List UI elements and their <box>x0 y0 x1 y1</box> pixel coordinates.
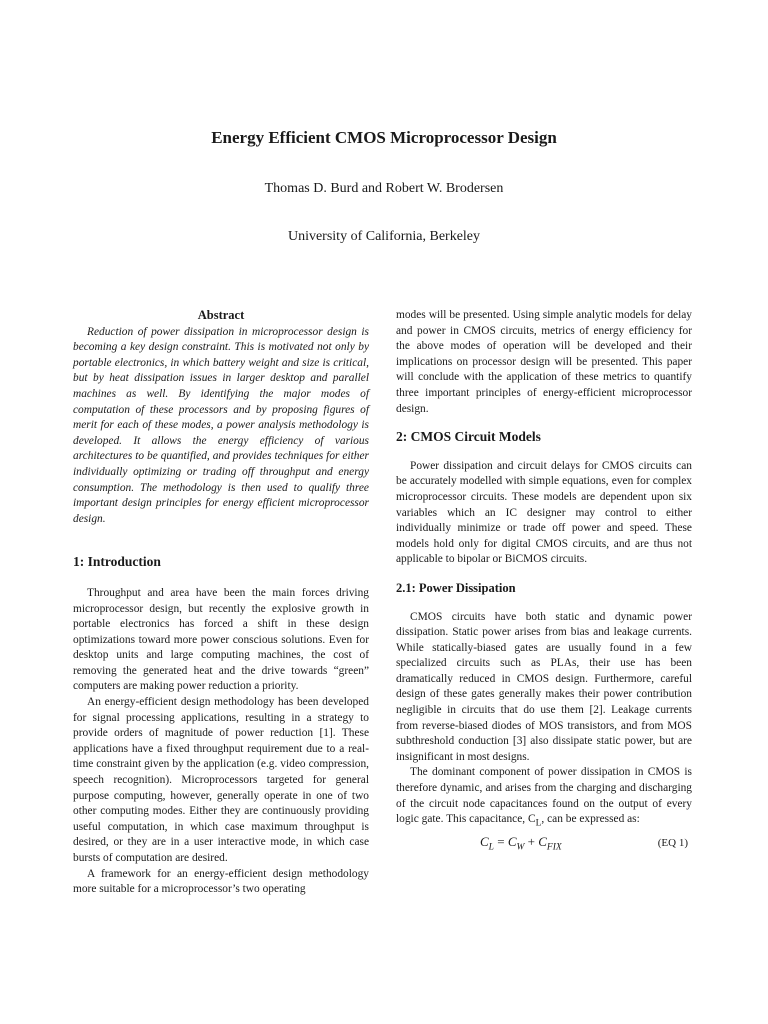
section2-1-paragraph-2 <box>396 765 692 832</box>
para2-text-after: , can be expressed as: <box>541 813 640 826</box>
right-column <box>396 308 692 856</box>
eq-lhs: C <box>480 834 489 850</box>
spacer <box>396 417 692 429</box>
abstract-heading: Abstract <box>197 308 245 322</box>
subsection-heading-power-dissipation: 2.1: Power Dissipation <box>396 580 516 595</box>
eq-term-1: C <box>507 834 517 850</box>
spacer <box>396 568 692 581</box>
section-heading-cmos-circuit-models: 2: CMOS Circuit Models <box>396 429 541 445</box>
equation-1-body <box>480 834 562 856</box>
para2-text-before: The dominant component of power dissipation in CMOS is therefore dynamic, and arises from the charging and discharging of the circuit node capacitances found on the output of every logic gate. This capacitance, C <box>396 766 692 826</box>
eq-term-2-sub: FIX <box>546 842 562 853</box>
section-heading-introduction: 1: Introduction <box>73 554 161 570</box>
para2-subscript: L <box>535 818 542 829</box>
section2-1-paragraph-1: CMOS circuits have both static and dynamic power dissipation. Static power arises from bias and leakage currents. While statically-biased gates are usually found in a few specialized circuits such as PLAs, their use has been dramatically reduced in CMOS design. Furthermore, careful design of these gates generally makes their power contribution negligible in circuits that do use them [2]. Leakage currents from reverse-biased diodes of MOS transistors, and from MOS subthreshold conduction [3] also dissipate static power, but are insignificant in most designs. <box>396 610 692 763</box>
intro-paragraph-1: Throughput and area have been the main forces driving microprocessor design, but recently the explosive growth in portable electronics has forced a shift in these design optimizations toward more power conscious solutions. Even for desktop units and large computing machines, the cost of removing the generated heat and the drive towards “green” computers are making power reduction a priority. <box>73 586 369 693</box>
eq-plus: + <box>524 834 539 850</box>
paper-authors: Thomas D. Burd and Robert W. Brodersen <box>264 181 504 196</box>
paper-title: Energy Efficient CMOS Microprocessor Design <box>211 128 557 147</box>
eq-term-2: C <box>538 834 547 850</box>
equation-1-label: (EQ 1) <box>657 837 688 850</box>
intro-paragraph-3: A framework for an energy-efficient design methodology more suitable for a microprocessor’s two operating <box>73 867 369 896</box>
section2-paragraph-1: Power dissipation and circuit delays for CMOS circuits can be accurately modelled with simple equations, even for complex microprocessor circuits. These models are dependent upon six variables which an IC designer may control to either individually minimize or trade off power and speed. These models hold only for digital CMOS circuits, and are thus not applicable to bipolar or BiCMOS circuits. <box>396 459 692 566</box>
spacer <box>396 597 692 610</box>
equation-1 <box>396 834 692 856</box>
intro-paragraph-3-continued: modes will be presented. Using simple analytic models for delay and power in CMOS circuits, metrics of energy efficiency for the above modes of operation will be developed and their implications on processor design will be presented. This paper will conclude with the application of these metrics to quantify three important principles of energy-efficient microprocessor design. <box>396 309 692 415</box>
spacer <box>73 570 369 586</box>
intro-paragraph-2: An energy-efficient design methodology has been developed for signal processing applications, resulting in a strategy to provide orders of magnitude of power reduction [1]. These applications have a fixed throughput requirement due to a real-time constraint given by the application (e.g. video compression, speech recognition). Microprocessors targeted for general purpose computing, however, generally operate in one of two other computing modes. Either they are continuously providing useful computation, in which case maximum throughput is desired, or they are in a user interactive mode, in which case bursts of computation are desired. <box>73 696 369 864</box>
abstract-text: Reduction of power dissipation in microprocessor design is becoming a key design constraint. This is motivated not only by portable electronics, in which battery weight and size is critical, but by heat dissipation issues in larger desktop and parallel machines as well. By identifying the major modes of computation of these processors and by proposing figures of merit for each of these modes, a power analysis methodology is developed. It allows the energy efficiency of various architectures to be quantified, and provides techniques for either individually optimizing or trading off throughput and energy consumption. The methodology is then used to qualify three important design principles for energy efficient microprocessor design. <box>73 325 369 525</box>
eq-lhs-sub: L <box>488 842 494 853</box>
eq-equals: = <box>493 834 508 850</box>
spacer <box>396 445 692 459</box>
eq-term-1-sub: W <box>516 842 525 853</box>
paper-affiliation: University of California, Berkeley <box>287 229 481 244</box>
left-column <box>73 308 369 898</box>
spacer <box>73 527 369 554</box>
